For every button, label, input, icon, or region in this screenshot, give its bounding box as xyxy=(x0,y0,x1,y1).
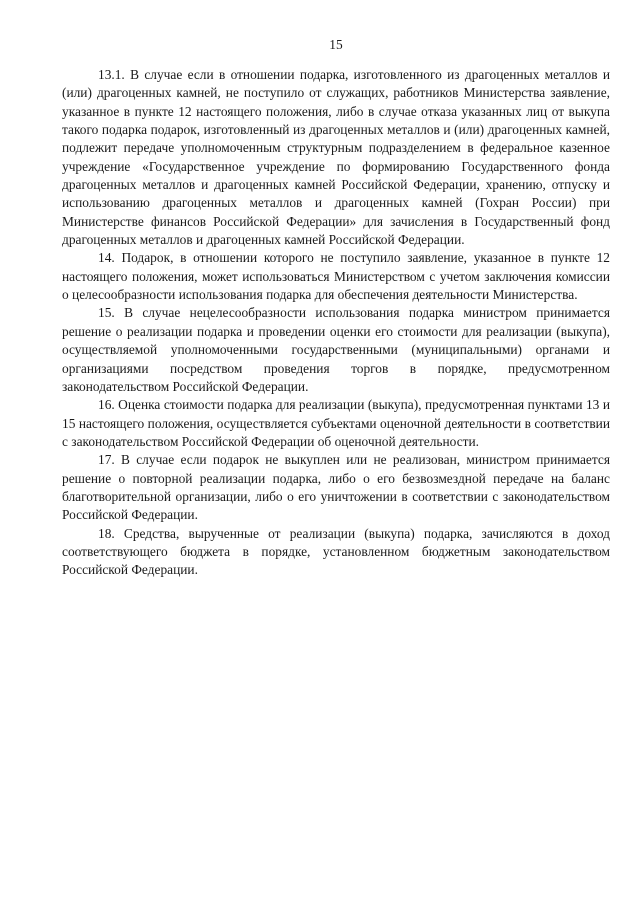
paragraph-18: 18. Средства, вырученные от реализации (выкупа) подарка, зачисляются в доход соответствующего бюджета в порядке, установленном бюджетным законодательством Российской Федерации. xyxy=(62,525,610,578)
page-number: 15 xyxy=(329,37,343,52)
document-page xyxy=(62,36,610,580)
paragraph-16: 16. Оценка стоимости подарка для реализации (выкупа), предусмотренная пунктами 13 и 15 настоящего положения, осуществляется субъектами оценочной деятельности в соответствии с законодательством Российской Федерации об оценочной деятельности. xyxy=(62,397,610,449)
paragraph-15: 15. В случае нецелесообразности использования подарка министром принимается решение о реализации подарка и проведении оценки его стоимости для реализации (выкупа), осуществляемой уполномоченными государственными (муниципальными) органами и организациями посредством проведения торгов в порядке, предусмотренном законодательством Российской Федерации. xyxy=(62,305,610,394)
paragraph-14: 14. Подарок, в отношении которого не поступило заявление, указанное в пункте 12 настоящего положения, может использоваться Министерством с учетом заключения комиссии о целесообразности использования подарка для обеспечения деятельности Министерства. xyxy=(62,250,610,303)
paragraph-13-1: 13.1. В случае если в отношении подарка, изготовленного из драгоценных металлов и (или) драгоценных камней, не поступило от служащих, работников Министерства заявление, указанное в пункте 12 настоящего положения, либо в случае отказа указанных лиц от выкупа такого подарка подарок, изготовленный из драгоценных металлов и (или) драгоценных камней, подлежит передаче уполномоченным структурным подразделением в федеральное казенное учреждение «Государственное учреждение по формированию Государственного фонда драгоценных металлов и драгоценных камней Российской Федерации, хранению, отпуску и использованию драгоценных металлов и драгоценных камней (Гохран России) при Министерстве финансов Российской Федерации» для зачисления в Государственный фонд драгоценных металлов и драгоценных камней Российской Федерации. xyxy=(62,67,610,248)
paragraph-17: 17. В случае если подарок не выкуплен или не реализован, министром принимается решение о повторной реализации подарка, либо о его безвозмездной передаче на баланс благотворительной организации, либо о его уничтожении в соответствии с законодательством Российской Федерации. xyxy=(62,452,610,523)
